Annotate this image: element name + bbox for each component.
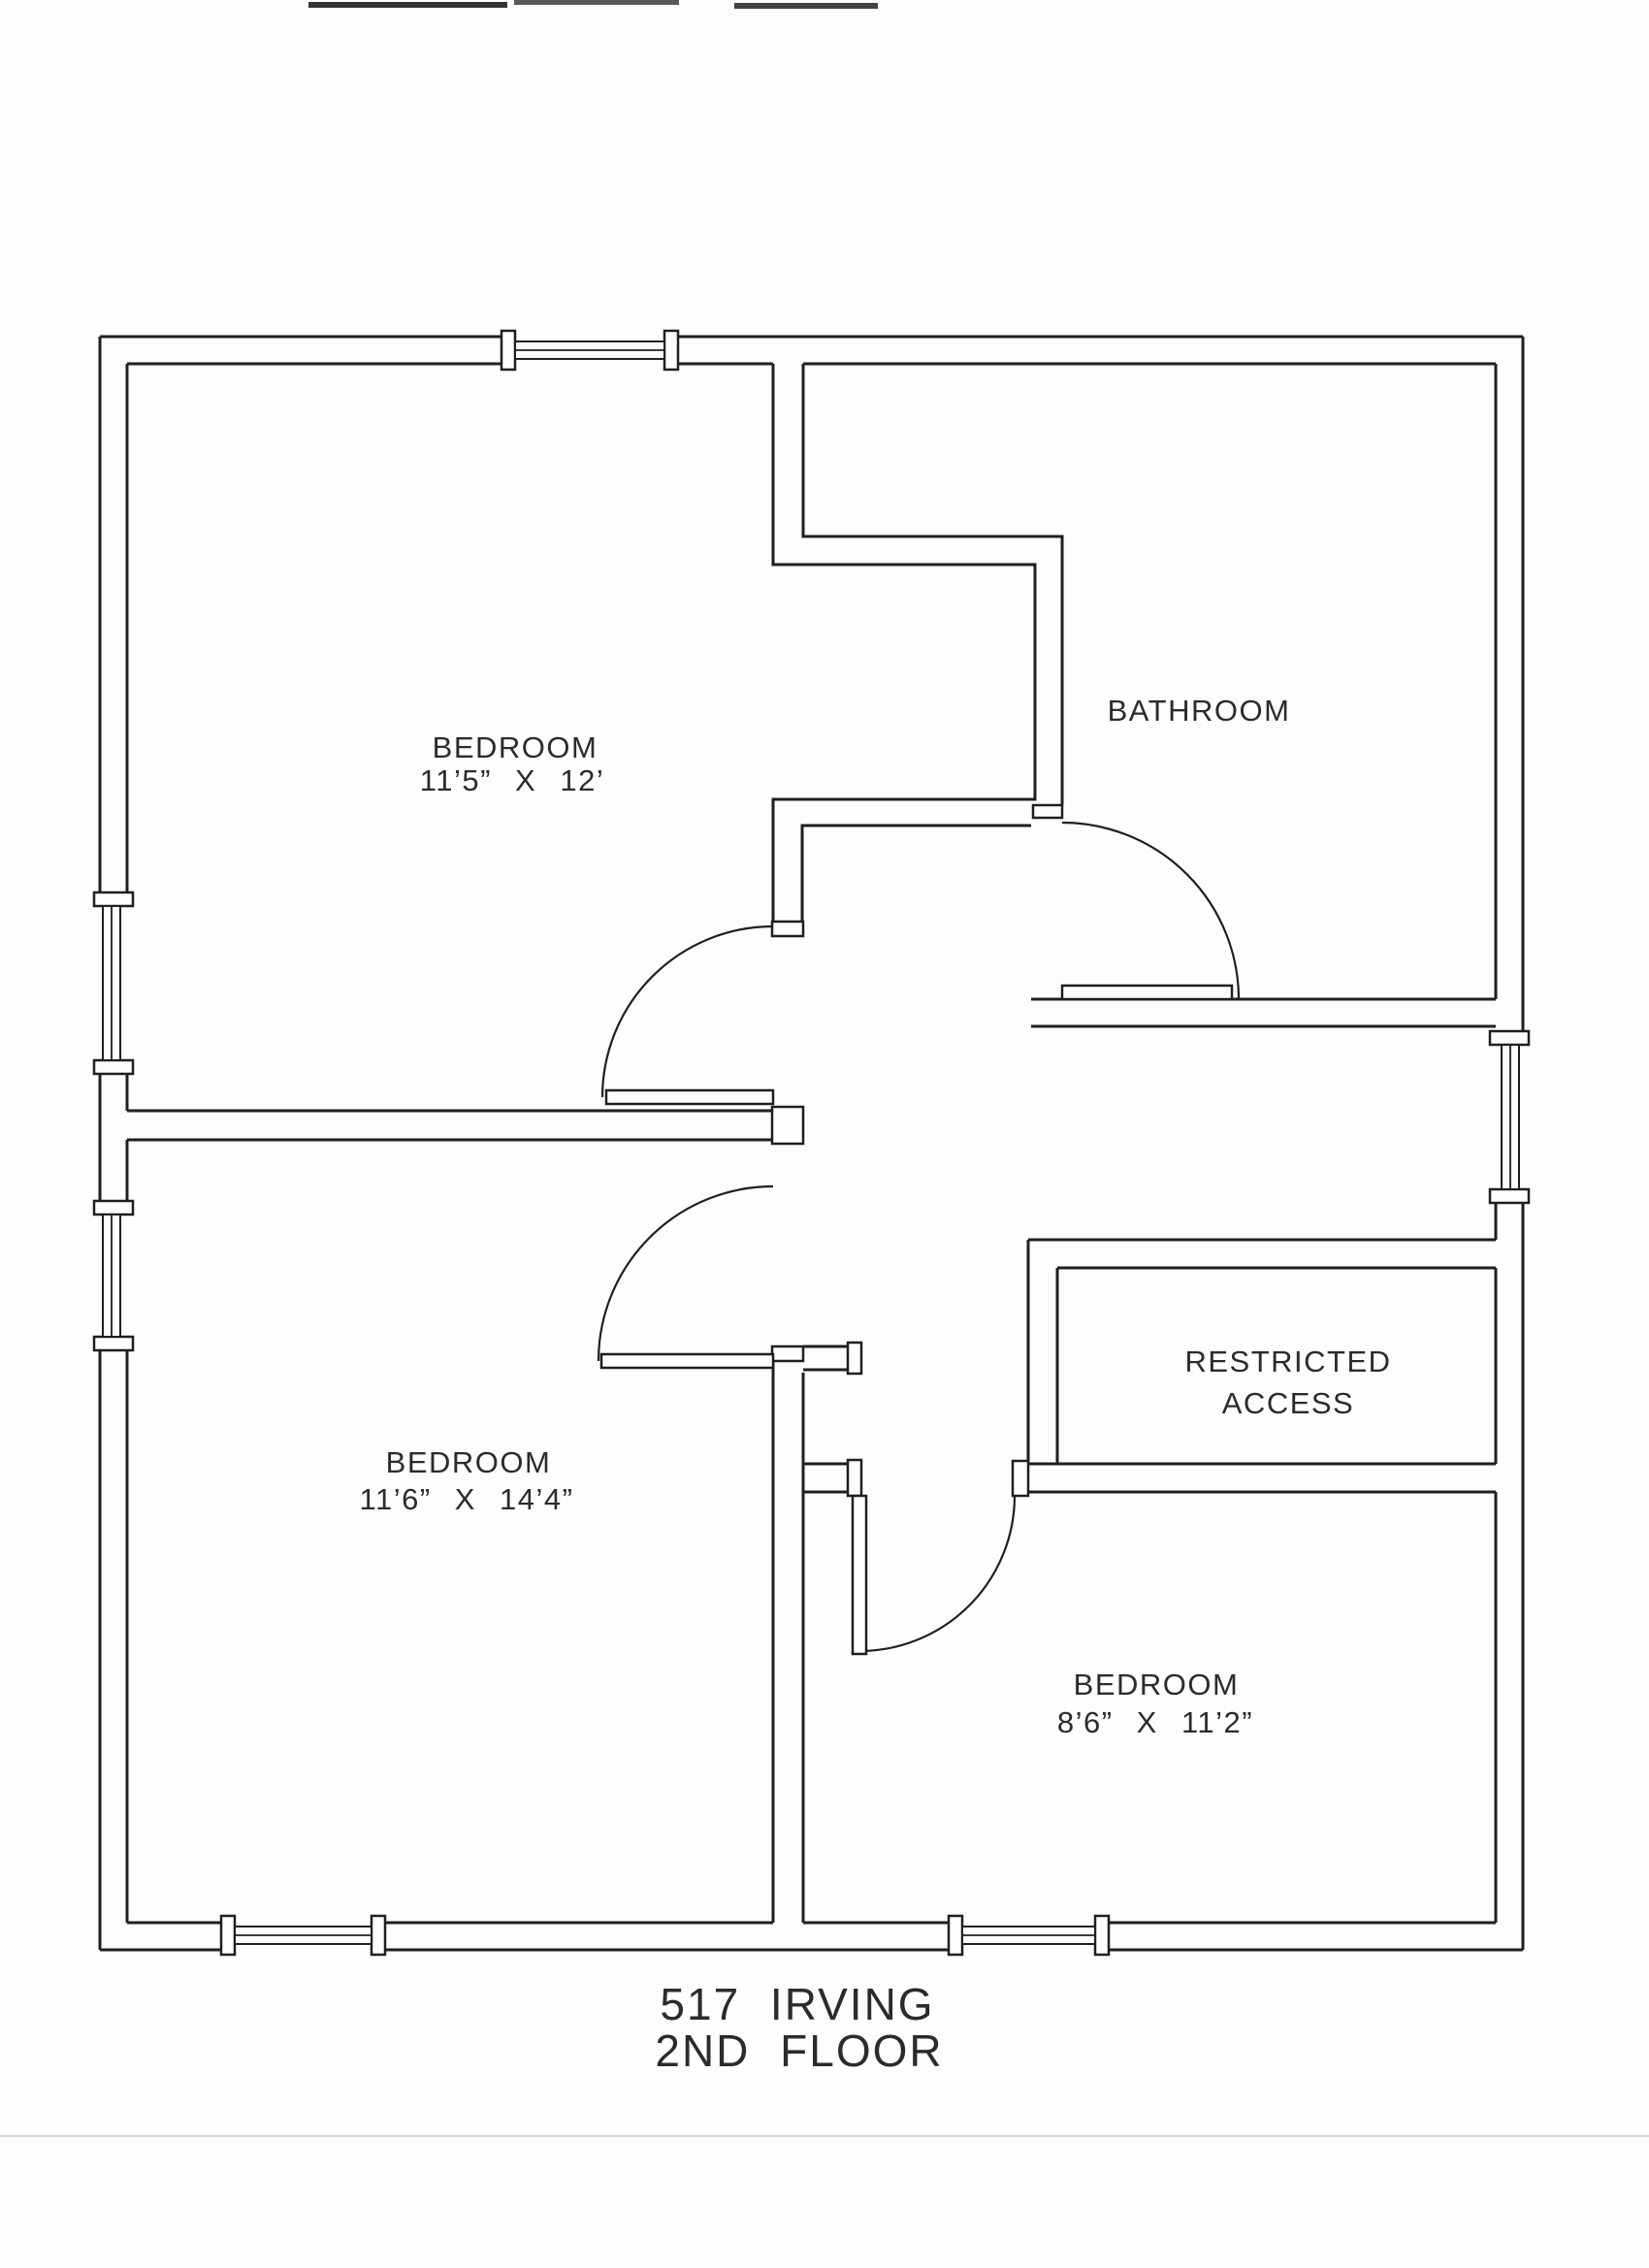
bedroom1-door-jamb: [772, 922, 803, 936]
restricted-access-label-line1: RESTRICTED: [1184, 1345, 1392, 1378]
hall-nib-upper: [803, 1346, 848, 1370]
scan-mark: [514, 0, 679, 5]
bedroom-3-dimensions: 8’6” X 11’2”: [1056, 1705, 1254, 1739]
window-jamb: [664, 331, 678, 370]
bedroom3-door-hinge-jamb: [848, 1460, 861, 1496]
bedroom3-door-strike-jamb: [1013, 1461, 1028, 1496]
plan-title: [655, 1979, 943, 2076]
window-left-wall-lower: [94, 1201, 133, 1350]
bedroom-3-label: BEDROOM: [1073, 1668, 1240, 1701]
window-jamb: [94, 1337, 133, 1350]
window-jamb: [221, 1916, 235, 1955]
exterior-wall-outer-line: [100, 337, 1523, 1950]
title-address: 517 IRVING: [660, 1979, 935, 2029]
interior-walls: [127, 364, 1496, 1923]
bedroom1-bedroom2-divider-wall: [127, 1111, 773, 1140]
bathroom-door-arc: [1062, 823, 1239, 999]
bedroom1-door-leaf: [606, 1090, 773, 1104]
bathroom-door-leaf: [1062, 986, 1232, 999]
window-jamb: [94, 892, 133, 906]
restricted-access-label-line2: ACCESS: [1221, 1386, 1355, 1420]
bedroom1-bathroom-wall-inner: [773, 364, 1035, 922]
bathroom-bottom-wall: [1031, 999, 1496, 1026]
bedroom1-door-strike-jamb: [772, 1107, 803, 1144]
window-jamb: [94, 1201, 133, 1215]
title-floor: 2ND FLOOR: [655, 2025, 944, 2076]
window-jamb: [1095, 1916, 1109, 1955]
hall-nib-upper-jamb: [848, 1343, 861, 1374]
bedroom1-door-arc: [602, 926, 773, 1097]
window-jamb: [501, 331, 515, 370]
bedroom-2-dimensions: 11’6” X 14’4”: [359, 1482, 574, 1516]
windows: [94, 331, 1529, 1955]
doors: [598, 805, 1239, 1654]
bedroom1-bathroom-wall-outer: [803, 364, 1062, 805]
bedroom-2-label: BEDROOM: [385, 1445, 552, 1479]
window-jamb: [1490, 1189, 1529, 1203]
nook-hall-wall: [802, 826, 1031, 922]
window-top-wall: [501, 331, 678, 370]
bedroom-1-dimensions: 11’5” X 12’: [419, 763, 605, 797]
window-bottom-wall-right: [949, 1916, 1109, 1955]
bedroom2-door-leaf: [601, 1354, 773, 1368]
window-left-wall-upper: [94, 892, 133, 1074]
bathroom-label: BATHROOM: [1107, 694, 1291, 728]
bedroom3-door-arc: [859, 1496, 1015, 1651]
hall-nib-lower: [803, 1464, 848, 1492]
scan-mark: [734, 3, 878, 9]
bathroom-door-jamb: [1033, 805, 1062, 818]
window-jamb: [372, 1916, 385, 1955]
bedroom2-bedroom3-divider-wall: [773, 1361, 803, 1923]
bedroom-1-label: BEDROOM: [432, 730, 598, 764]
bedroom2-door-arc: [598, 1186, 773, 1361]
exterior-wall-inner-line: [127, 364, 1496, 1923]
window-jamb: [949, 1916, 962, 1955]
room-labels: [360, 694, 1392, 1739]
exterior-walls: [100, 337, 1523, 1950]
window-bottom-wall-left: [221, 1916, 385, 1955]
window-right-wall: [1490, 1031, 1529, 1203]
window-jamb: [94, 1060, 133, 1074]
bedroom2-door-jamb: [772, 1346, 803, 1361]
window-jamb: [1490, 1031, 1529, 1045]
scan-mark: [308, 2, 507, 8]
bedroom3-door-leaf: [853, 1496, 866, 1654]
